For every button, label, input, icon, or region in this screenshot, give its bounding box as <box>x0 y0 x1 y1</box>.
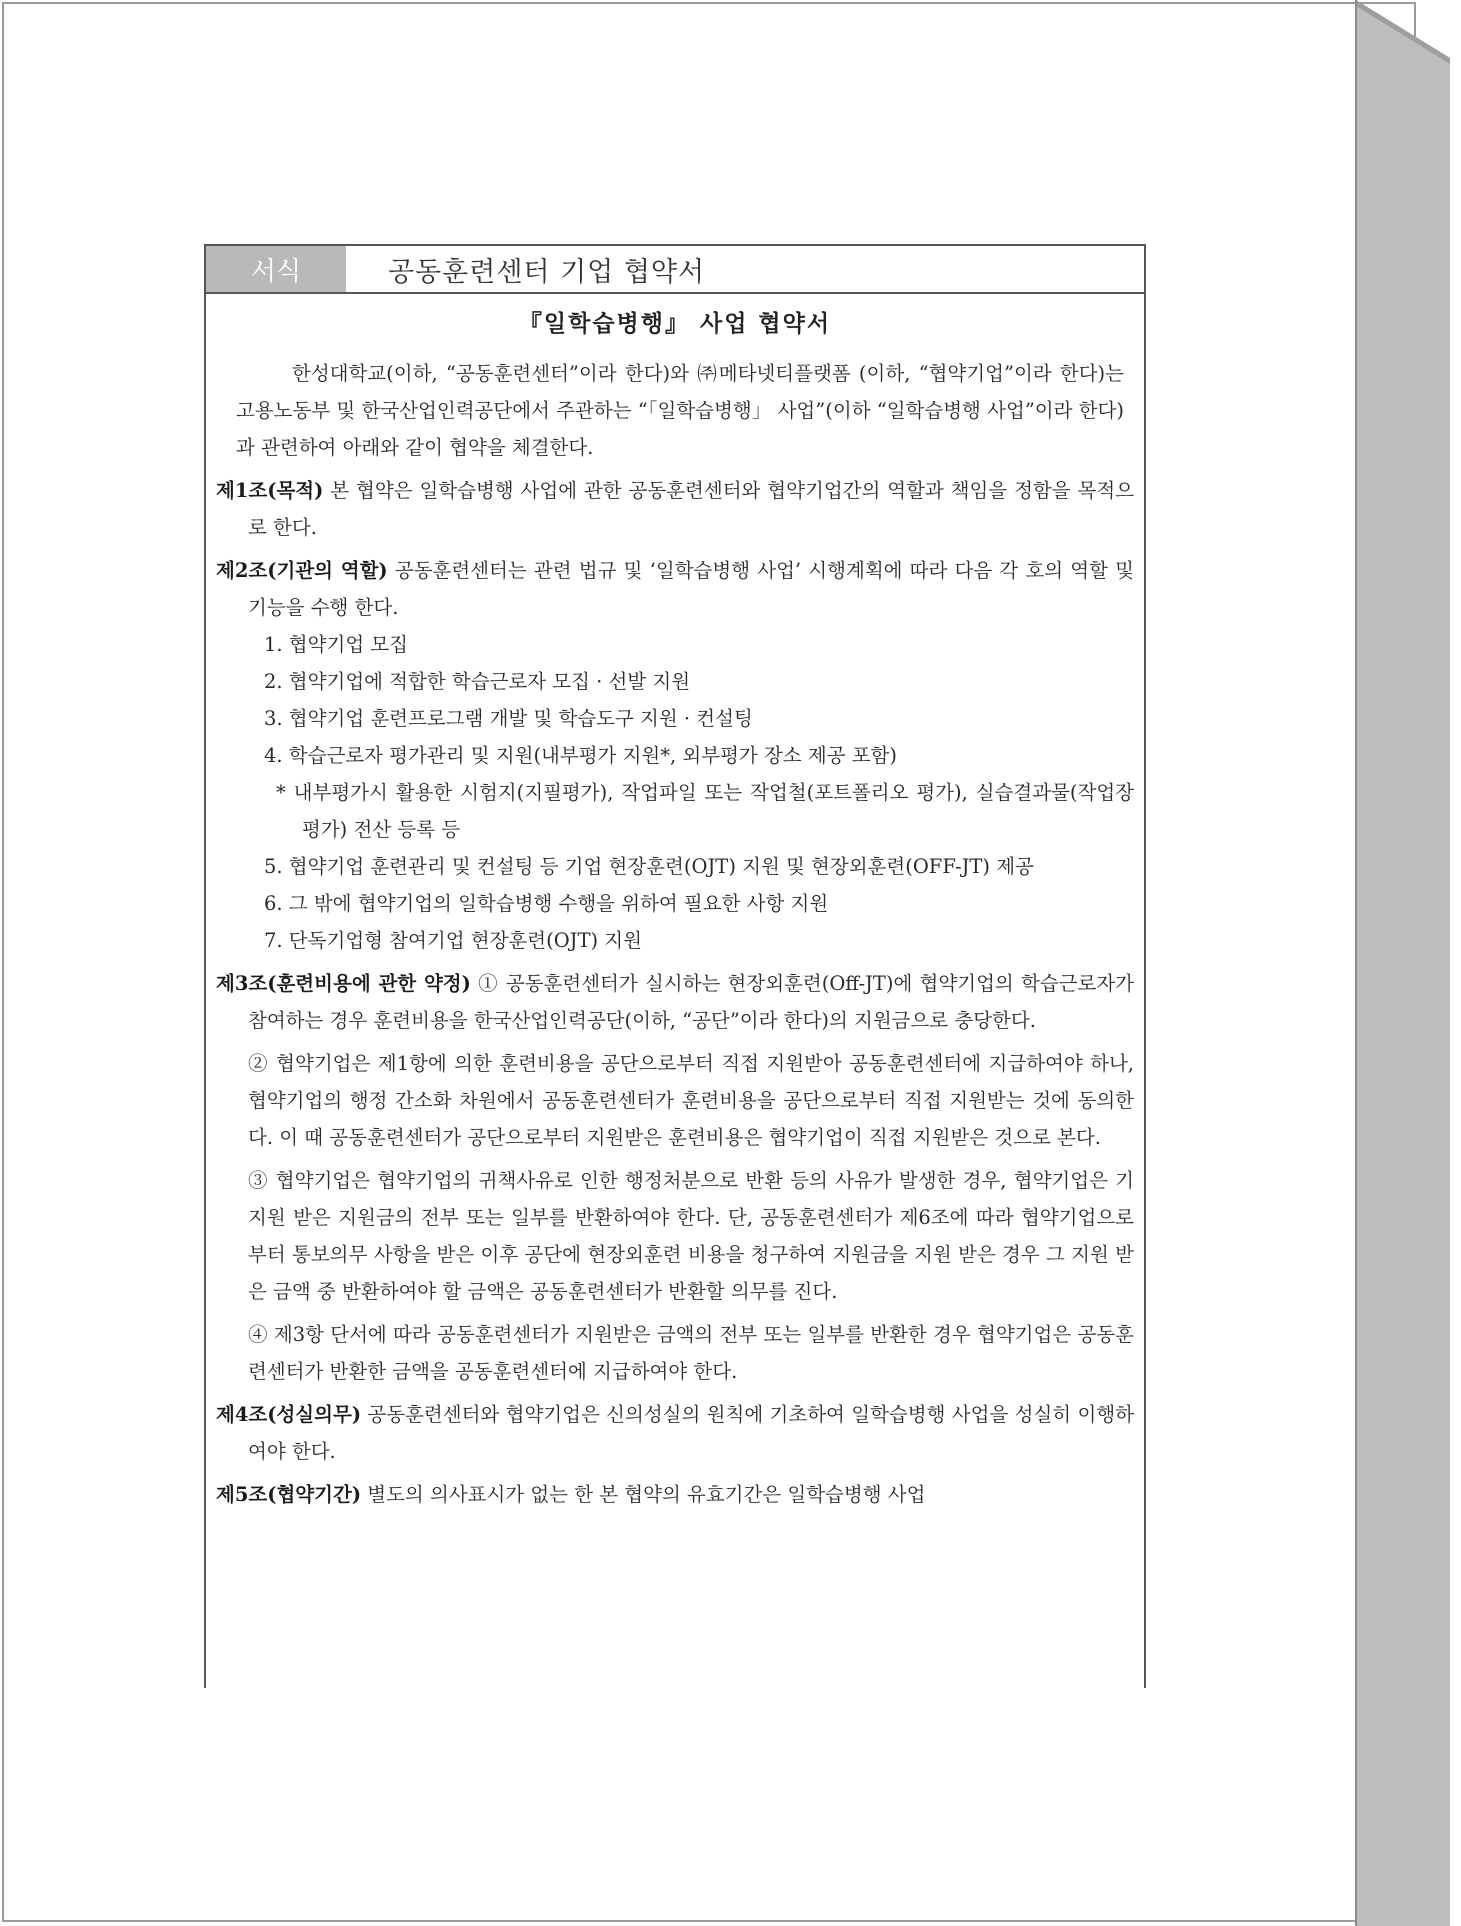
article-2-heading: 제2조(기관의 역할) <box>216 559 388 582</box>
article-3-paragraph-3: ③ 협약기업은 협약기업의 귀책사유로 인한 행정처분으로 반환 등의 사유가 발생한 경우, 협약기업은 기지원 받은 지원금의 전부 또는 일부를 반환하여야 한다. 단, 공동훈련센터가 제6조에 따라 협약기업으로부터 통보의무 사항을 받은 이후 공단에 현장외훈련 비용을 청구하여 지원금을 지원 받은 경우 그 지원 받은 금액 중 반환하여야 할 금액은 공동훈련센터가 반환할 의무를 진다. <box>248 1169 1134 1303</box>
form-header <box>206 246 1144 294</box>
agreement-form <box>204 244 1146 1688</box>
article-3-heading: 제3조(훈련비용에 관한 약정) <box>216 972 471 995</box>
list-item: 1. 협약기업 모집 <box>264 633 409 656</box>
article-2-list-continued <box>216 848 1134 959</box>
document-body <box>206 294 1144 1513</box>
article-1 <box>216 472 1134 546</box>
list-item: 3. 협약기업 훈련프로그램 개발 및 학습도구 지원 · 컨설팅 <box>264 707 753 730</box>
article-4 <box>216 1396 1134 1470</box>
list-item: 4. 학습근로자 평가관리 및 지원(내부평가 지원*, 외부평가 장소 제공 포함) <box>264 744 897 767</box>
document-title: 『일학습병행』 사업 협약서 <box>518 311 832 337</box>
article-5-text: 별도의 의사표시가 없는 한 본 협약의 유효기간은 일학습병행 사업 <box>361 1483 926 1506</box>
article-1-text: 본 협약은 일학습병행 사업에 관한 공동훈련센터와 협약기업간의 역할과 책임을 정함을 목적으로 한다. <box>248 479 1134 539</box>
article-4-text: 공동훈련센터와 협약기업은 신의성실의 원칙에 기초하여 일학습병행 사업을 성실히 이행하여야 한다. <box>248 1403 1134 1463</box>
article-3-paragraph-4: ④ 제3항 단서에 따라 공동훈련센터가 지원받은 금액의 전부 또는 일부를 반환한 경우 협약기업은 공동훈련센터가 반환한 금액을 공동훈련센터에 지급하여야 한다. <box>248 1323 1134 1383</box>
article-2-list <box>216 626 1134 774</box>
form-tag: 서식 <box>206 246 346 292</box>
article-3-paragraph-2: ② 협약기업은 제1항에 의한 훈련비용을 공단으로부터 직접 지원받아 공동훈련센터에 지급하여야 하나, 협약기업의 행정 간소화 차원에서 공동훈련센터가 훈련비용을 공단으로부터 직접 지원받는 것에 동의한다. 이 때 공동훈련센터가 공단으로부터 지원받은 훈련비용은 협약기업이 직접 지원받은 것으로 본다. <box>248 1052 1134 1149</box>
article-5 <box>216 1476 1134 1513</box>
article-4-heading: 제4조(성실의무) <box>216 1403 362 1426</box>
article-3 <box>216 965 1134 1039</box>
form-header-title: 공동훈련센터 기업 협약서 <box>388 256 706 288</box>
list-item: 5. 협약기업 훈련관리 및 컨설팅 등 기업 현장훈련(OJT) 지원 및 현장외훈련(OFF-JT) 제공 <box>264 855 1034 878</box>
list-item: 2. 협약기업에 적합한 학습근로자 모집 · 선발 지원 <box>264 670 691 693</box>
list-item: 6. 그 밖에 협약기업의 일학습병행 수행을 위하여 필요한 사항 지원 <box>264 892 829 915</box>
article-2 <box>216 552 1134 626</box>
article-3-text: ① 공동훈련센터가 실시하는 현장외훈련(Off-JT)에 협약기업의 학습근로자가 참여하는 경우 훈련비용을 한국산업인력공단(이하, “공단”이라 한다)의 지원금으로 충당한다. <box>248 972 1134 1032</box>
article-2-text: 공동훈련센터는 관련 법규 및 ‘일학습병행 사업’ 시행계획에 따라 다음 각 호의 역할 및 기능을 수행 한다. <box>248 559 1135 619</box>
article-5-heading: 제5조(협약기간) <box>216 1483 362 1506</box>
footnote: * 내부평가시 활용한 시험지(지필평가), 작업파일 또는 작업철(포트폴리오 평가), 실습결과물(작업장 평가) 전산 등록 등 <box>276 781 1134 841</box>
intro-paragraph: 한성대학교(이하, “공동훈련센터”이라 한다)와 ㈜메타넷티플랫폼 (이하, “협약기업”이라 한다)는 고용노동부 및 한국산업인력공단에서 주관하는 “「일학습병행」 사업”(이하 “일학습병행 사업”이라 한다)과 관련하여 아래와 같이 협약을 체결한다. <box>236 362 1124 459</box>
page-stack-edge <box>1350 0 1461 1926</box>
list-item: 7. 단독기업형 참여기업 현장훈련(OJT) 지원 <box>264 929 642 952</box>
article-1-heading: 제1조(목적) <box>216 479 324 502</box>
